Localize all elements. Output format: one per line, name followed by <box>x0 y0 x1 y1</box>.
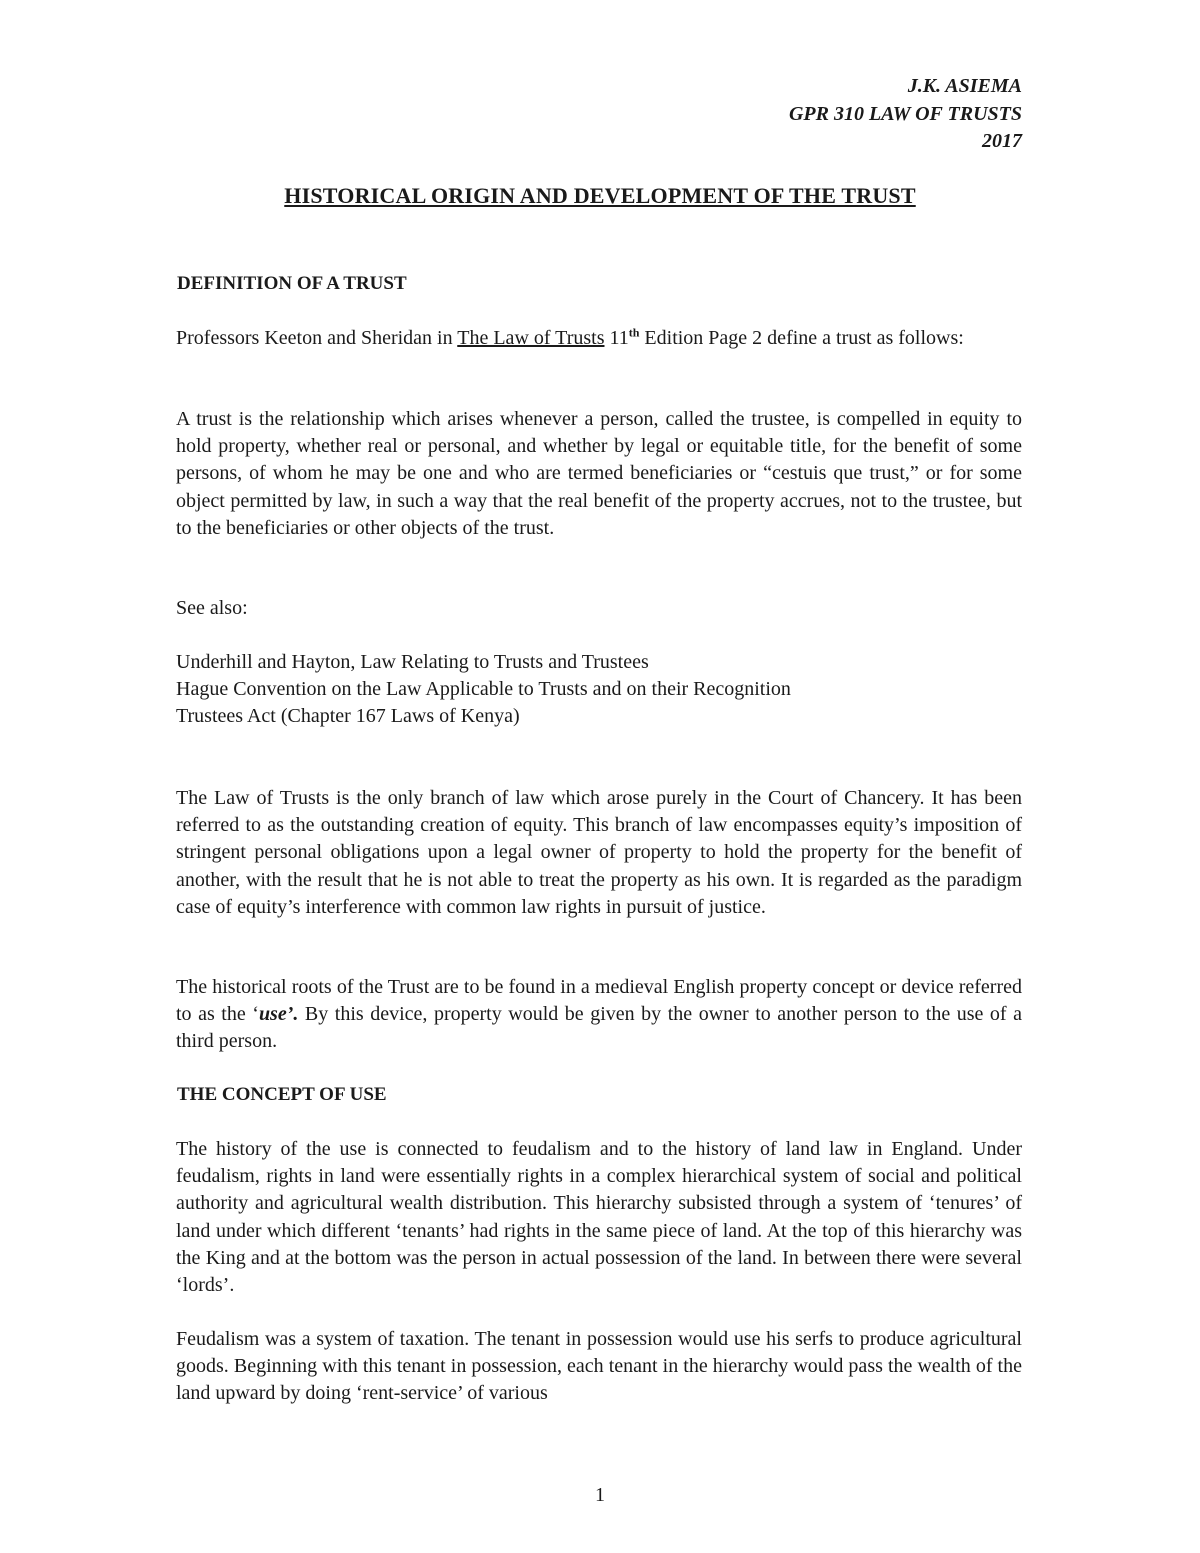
header-author: J.K. ASIEMA <box>907 75 1022 97</box>
body-paragraph: The Law of Trusts is the only branch of law which arose purely in the Court of Chancery. It has been referred to as the outstanding creation of equity. This branch of law encompasses equity’s imposition of stringent personal obligations upon a legal owner of property to hold the property for the benefit of another, with the result that he is not able to treat the property as his own. It is regarded as the paradigm case of equity’s interference with common law rights in pursuit of justice. <box>176 787 1022 918</box>
body-paragraph <box>176 974 1022 1056</box>
reference-item: Hague Convention on the Law Applicable to Trusts and on their Recognition <box>176 678 791 700</box>
intro-text: Professors Keeton and Sheridan in <box>176 327 458 349</box>
section-heading-use: THE CONCEPT OF USE <box>177 1084 387 1105</box>
definition-intro <box>176 325 1022 352</box>
edition-superscript: th <box>628 325 640 340</box>
term-use: use’. <box>258 1003 299 1026</box>
book-title: The Law of Trusts <box>457 327 605 349</box>
edition-number: 11 <box>604 327 629 349</box>
page-title: HISTORICAL ORIGIN AND DEVELOPMENT OF THE TRUST <box>284 183 916 208</box>
intro-text-end: Edition Page 2 define a trust as follows: <box>639 327 964 349</box>
paragraph-text-end: By this device, property would be given by the owner to another person to the use of a third person. <box>176 1003 1023 1053</box>
definition-quote: A trust is the relationship which arises whenever a person, called the trustee, is compelled in equity to hold property, whether real or personal, and whether by legal or equitable title, for the benefit of some persons, of whom he may be one and who are termed beneficiaries or “cestuis que trust,” or for some object permitted by law, in such a way that the real benefit of the property accrues, not to the trustee, but to the beneficiaries or other objects of the trust. <box>176 408 1022 539</box>
header-year: 2017 <box>982 130 1022 152</box>
body-paragraph: The history of the use is connected to feudalism and to the history of land law in England. Under feudalism, rights in land were essentially rights in a complex hierarchical system of social and political authority and agricultural wealth distribution. This hierarchy subsisted through a system of ‘tenures’ of land under which different ‘tenants’ had rights in the same piece of land. At the top of this hierarchy was the King and at the bottom was the person in actual possession of the land. In between there were several ‘lords’. <box>176 1138 1022 1297</box>
header-course: GPR 310 LAW OF TRUSTS <box>788 103 1022 125</box>
page-number: 1 <box>595 1484 605 1506</box>
reference-item: Underhill and Hayton, Law Relating to Trusts and Trustees <box>176 651 649 673</box>
see-also-label: See also: <box>176 597 248 619</box>
reference-item: Trustees Act (Chapter 167 Laws of Kenya) <box>176 705 520 727</box>
section-heading-definition: DEFINITION OF A TRUST <box>177 273 407 294</box>
paragraph-text: The historical roots of the Trust are to be found in a medieval English property concept or device referred to as the ‘ <box>176 976 1022 1026</box>
body-paragraph: Feudalism was a system of taxation. The tenant in possession would use his serfs to produce agricultural goods. Beginning with this tenant in possession, each tenant in the hierarchy would pass the wealth of the land upward by doing ‘rent-service’ of various <box>176 1328 1022 1405</box>
